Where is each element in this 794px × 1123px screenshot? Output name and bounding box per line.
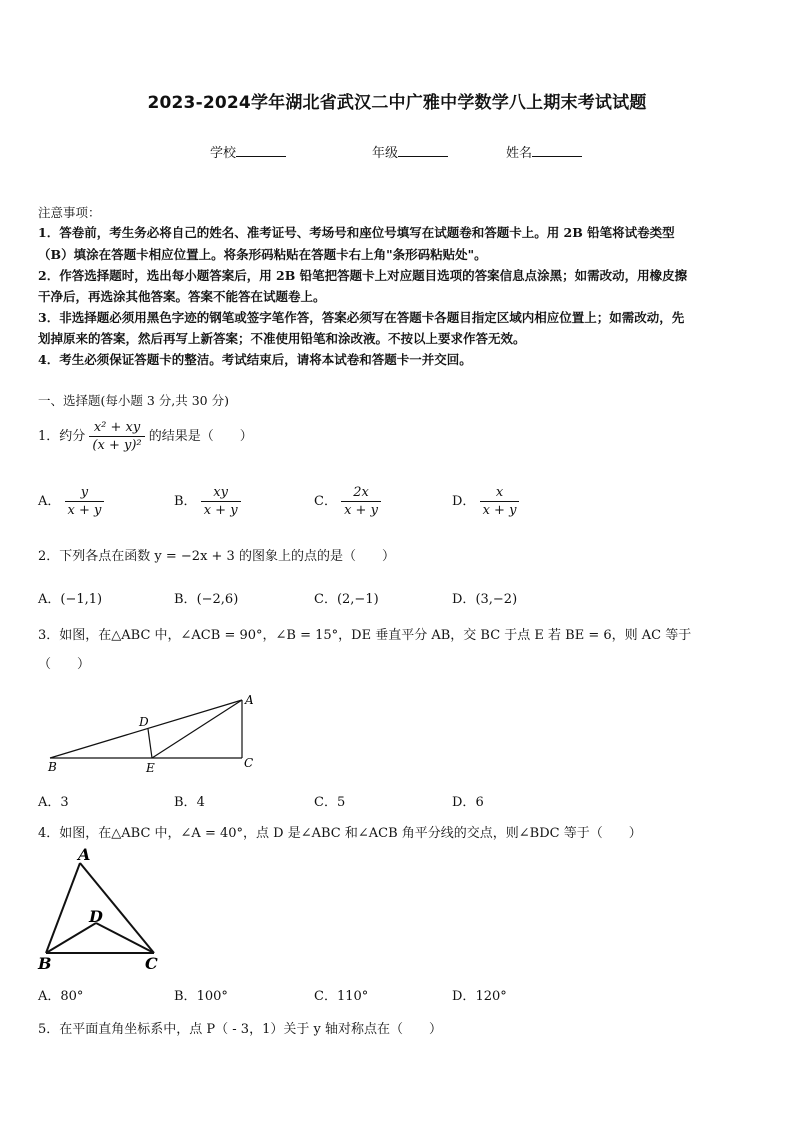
option-label: D． (452, 592, 476, 607)
option-value: (−2,6) (196, 592, 239, 607)
label-b: B (48, 760, 57, 774)
q1-numerator: x² + xy (89, 420, 144, 437)
option-value: 80° (60, 989, 84, 1004)
option-denominator: x + y (203, 503, 238, 518)
question-4: 4．如图，在△ABC 中，∠A = 40°，点 D 是∠ABC 和∠ACB 角平分线的交点，则∠BDC 等于（ ） (38, 826, 642, 841)
section-heading: 一、选择题(每小题 3 分,共 30 分) (38, 393, 229, 408)
notice-line: 2．作答选择题时，选出每小题答案后，用 2B 铅笔把答题卡上对应题目选项的答案信息点涂黑；如需改动，用橡皮擦 (38, 268, 688, 283)
option-label: D． (452, 795, 476, 810)
option-denominator: x + y (482, 503, 517, 518)
label-e: E (146, 761, 155, 775)
option-value: (−1,1) (60, 592, 103, 607)
option-value: 4 (196, 795, 205, 810)
school-blank[interactable] (236, 144, 286, 157)
grade-label: 年级 (372, 146, 399, 161)
notice-line: （B）填涂在答题卡相应位置上。将条形码粘贴在答题卡右上角"条形码粘贴处"。 (38, 247, 487, 262)
option-value: 3 (60, 795, 69, 810)
notice-heading: 注意事项： (38, 205, 101, 220)
notice-line: 3．非选择题必须用黑色字迹的钢笔或签字笔作答，答案必须写在答题卡各题目指定区域内相应位置上；如需改动，先 (38, 310, 685, 325)
q3-figure (40, 690, 270, 775)
q3-option-c[interactable] (314, 791, 345, 810)
option-denominator: x + y (344, 503, 378, 518)
label-d: D (89, 907, 103, 926)
question-3: 3．如图，在△ABC 中，∠ACB = 90°，∠B = 15°，DE 垂直平分 AB，交 BC 于点 E 若 BE = 6，则 AC 等于 (38, 628, 692, 643)
question-5: 5．在平面直角坐标系中，点 P（ - 3，1）关于 y 轴对称点在（ ） (38, 1022, 442, 1037)
option-label: B． (174, 494, 197, 509)
option-label: D． (452, 494, 476, 509)
question-3-paren: （ ） (38, 657, 91, 672)
q3-option-a[interactable] (38, 791, 69, 810)
notice-line: 干净后，再选涂其他答案。答案不能答在试题卷上。 (38, 289, 326, 304)
q1-denominator: (x + y)² (92, 438, 142, 453)
option-value: (2,−1) (336, 592, 379, 607)
segment-de (148, 729, 152, 758)
label-d: D (139, 715, 149, 729)
notice-line: 1．答卷前，考生务必将自己的姓名、准考证号、考场号和座位号填写在试题卷和答题卡上。用 2B 铅笔将试卷类型 (38, 225, 675, 240)
option-label: A． (38, 795, 61, 810)
option-value: 120° (475, 989, 507, 1004)
option-label: A． (38, 989, 61, 1004)
option-label: B． (174, 592, 197, 607)
option-label: B． (174, 795, 197, 810)
q4-option-b[interactable] (174, 985, 228, 1004)
label-b: B (38, 954, 52, 973)
q1-fraction (89, 420, 144, 453)
option-label: C． (314, 795, 337, 810)
q2-option-d[interactable] (452, 588, 517, 607)
option-value: 6 (475, 795, 484, 810)
option-denominator: x + y (67, 503, 102, 518)
option-label: B． (174, 989, 197, 1004)
label-c: C (244, 756, 254, 770)
option-numerator: x (480, 485, 520, 502)
name-field[interactable] (506, 142, 582, 161)
question-2: 2．下列各点在函数 y = −2x + 3 的图象上的点的是（ ） (38, 549, 395, 564)
question-1 (38, 420, 253, 453)
q1-option-c[interactable] (314, 485, 381, 518)
q4-figure (36, 845, 171, 975)
name-blank[interactable] (532, 144, 582, 157)
grade-field[interactable] (372, 142, 448, 161)
q1-suffix: 的结果是（ ） (148, 429, 253, 444)
option-value: 5 (336, 795, 346, 810)
option-label: A． (38, 494, 61, 509)
option-label: C． (314, 494, 337, 509)
school-label: 学校 (210, 146, 237, 161)
option-label: A． (38, 592, 61, 607)
option-numerator: 2x (341, 485, 381, 502)
option-label: C． (314, 989, 337, 1004)
q3-option-d[interactable] (452, 791, 484, 810)
segment-ae (152, 700, 242, 758)
option-value: (3,−2) (475, 592, 518, 607)
q1-prefix: 1．约分 (38, 429, 86, 444)
option-value: 100° (196, 989, 228, 1004)
notice-line: 4．考生必须保证答题卡的整洁。考试结束后，请将本试卷和答题卡一并交回。 (38, 352, 472, 367)
segment-bd (46, 923, 96, 953)
q2-option-b[interactable] (174, 588, 238, 607)
label-a: A (245, 693, 254, 707)
grade-blank[interactable] (398, 144, 448, 157)
option-numerator: xy (201, 485, 241, 502)
q4-option-a[interactable] (38, 985, 83, 1004)
q2-option-a[interactable] (38, 588, 102, 607)
option-label: C． (314, 592, 337, 607)
option-value: 110° (336, 989, 369, 1004)
q4-option-c[interactable] (314, 985, 368, 1004)
notice-line: 划掉原来的答案，然后再写上新答案；不准使用铅笔和涂改液。不按以上要求作答无效。 (38, 331, 526, 346)
option-label: D． (452, 989, 476, 1004)
school-field[interactable] (210, 142, 286, 161)
q1-option-a[interactable] (38, 485, 104, 518)
page-title: 2023-2024学年湖北省武汉二中广雅中学数学八上期末考试试题 (147, 93, 647, 113)
q1-option-b[interactable] (174, 485, 241, 518)
segment-ab (50, 700, 242, 758)
segment-cd (96, 923, 154, 953)
q2-option-c[interactable] (314, 588, 379, 607)
q1-option-d[interactable] (452, 485, 519, 518)
q3-option-b[interactable] (174, 791, 205, 810)
label-a: A (78, 845, 91, 864)
option-numerator: y (65, 485, 105, 502)
q4-option-d[interactable] (452, 985, 507, 1004)
name-label: 姓名 (506, 146, 533, 161)
label-c: C (145, 954, 158, 973)
segment-ab (46, 863, 80, 953)
